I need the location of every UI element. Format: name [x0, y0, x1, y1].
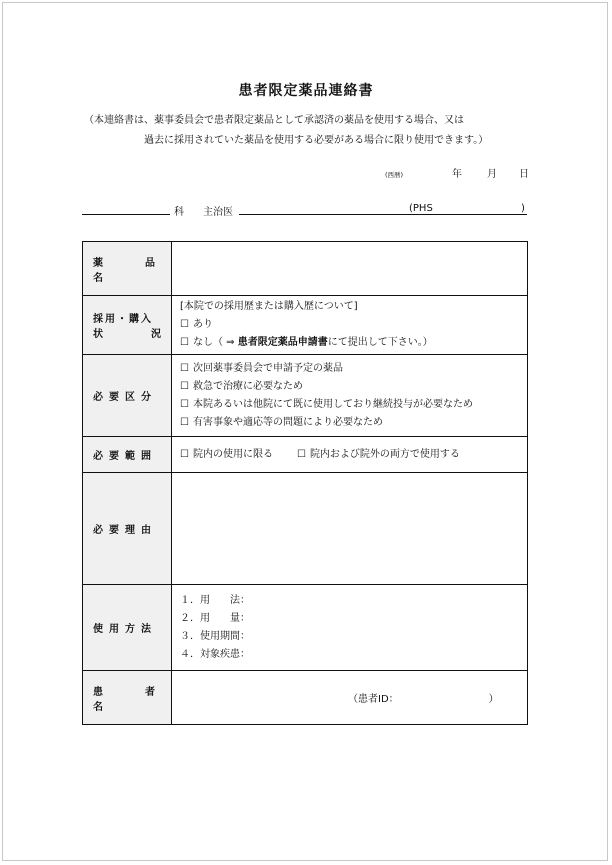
category-label-cell [83, 355, 172, 437]
drug-name-label: 薬 品 名 [93, 257, 177, 284]
history-option-no[interactable] [180, 334, 519, 352]
history-label-line-2: 状 況 [93, 329, 161, 340]
history-row [83, 296, 528, 355]
checkbox-icon[interactable]: ☐ [180, 416, 189, 428]
scope-options [180, 446, 519, 464]
drug-name-label-cell [83, 242, 177, 296]
scope-content-cell [172, 437, 528, 473]
category-option-1[interactable] [180, 360, 519, 378]
checkbox-icon[interactable]: ☐ [180, 337, 189, 348]
category-row [83, 355, 528, 437]
date-month-label: 月 [487, 169, 497, 180]
doctor-name-field[interactable] [239, 214, 527, 215]
department-field[interactable] [82, 214, 170, 215]
category-label: 必要区分 [93, 392, 157, 403]
scope-row [83, 437, 528, 473]
checkbox-icon[interactable]: ☐ [180, 398, 189, 410]
checkbox-icon[interactable]: ☐ [180, 448, 189, 460]
usage-item-disease: ４．対象疾患： [180, 648, 250, 660]
category-option-2[interactable] [180, 378, 519, 396]
scope-option-1-label: 院内の使用に限る [192, 448, 273, 460]
patient-id-close: ） [488, 694, 499, 705]
category-option-1-label: 次回薬事委員会で申請予定の薬品 [192, 362, 343, 374]
checkbox-icon[interactable]: ☐ [180, 380, 189, 392]
usage-item-dose: ２．用 量： [180, 612, 250, 624]
history-option-yes[interactable] [180, 316, 519, 334]
reason-row [83, 473, 528, 585]
usage-content-cell[interactable] [172, 585, 528, 671]
patient-label-cell [83, 671, 177, 725]
patient-row [83, 671, 528, 725]
checkbox-icon[interactable]: ☐ [180, 362, 189, 374]
date-year-label: 年 [452, 169, 462, 180]
usage-note-line-1: （本連絡書は、薬事委員会で患者限定薬品として承認済の薬品を使用する場合、又は [84, 115, 464, 126]
phs-label: (PHS [409, 203, 433, 214]
request-form-table [82, 241, 528, 725]
scope-label: 必要範囲 [93, 451, 157, 462]
department-suffix: 科 [174, 207, 184, 218]
history-option-yes-label: あり [192, 319, 213, 330]
drug-name-field[interactable] [172, 242, 528, 296]
doctor-label: 主治医 [203, 207, 233, 218]
reason-label-cell [83, 473, 172, 585]
reason-label: 必要理由 [93, 525, 157, 536]
history-option-no-form-name: 患者限定薬品申請書 [237, 337, 328, 348]
usage-label-cell [83, 585, 172, 671]
history-option-no-suffix: にて提出して下さい。） [327, 337, 433, 348]
usage-item-period: ３．使用期間： [180, 630, 250, 642]
category-option-3[interactable] [180, 396, 519, 414]
history-label-cell [83, 296, 172, 355]
drug-name-row [83, 242, 528, 296]
usage-item-dosage-form: １．用 法： [180, 594, 250, 606]
scope-label-cell [83, 437, 172, 473]
patient-id-label: （患者ID： [348, 694, 399, 705]
checkbox-icon[interactable]: ☐ [296, 448, 306, 460]
category-option-2-label: 救急で治療に必要なため [192, 380, 303, 392]
usage-label: 使用方法 [93, 624, 157, 635]
phs-close-paren: ) [521, 203, 525, 214]
scope-option-2-label: 院内および院外の両方で使用する [309, 448, 460, 460]
history-content-cell [172, 296, 528, 355]
history-label-line-1: 採用・購入 [93, 314, 153, 325]
document-title: 患者限定薬品連絡書 [238, 83, 374, 99]
scope-option-2[interactable] [297, 449, 460, 460]
history-option-no-prefix: なし（ ⇒ [192, 337, 238, 348]
category-option-4[interactable] [180, 414, 519, 432]
scope-option-1[interactable] [180, 449, 273, 460]
date-day-label: 日 [519, 169, 529, 180]
category-content-cell [172, 355, 528, 437]
history-prompt: [本院での採用歴または購入歴について] [180, 301, 358, 312]
category-option-4-label: 有害事象や適応等の問題により必要なため [192, 416, 383, 428]
usage-note-line-2: 過去に採用されていた薬品を使用する必要がある場合に限り使用できます。） [144, 135, 489, 146]
reason-field[interactable] [172, 473, 528, 585]
date-era-label: (西暦) [385, 171, 404, 179]
usage-row [83, 585, 528, 671]
checkbox-icon[interactable]: ☐ [180, 319, 189, 330]
patient-label: 患 者 名 [93, 686, 177, 713]
patient-field[interactable] [172, 671, 528, 725]
category-option-3-label: 本院あるいは他院にて既に使用しており継続投与が必要なため [192, 398, 473, 410]
